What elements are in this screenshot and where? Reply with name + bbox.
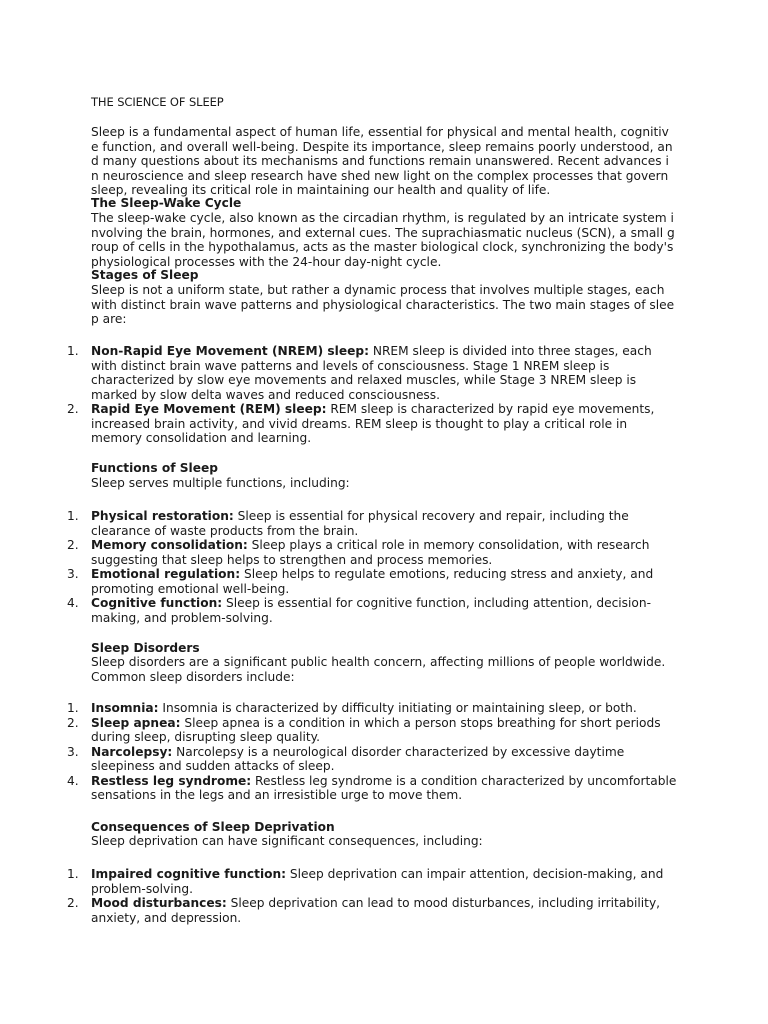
list-text: NREM sleep is divided into three stages, each with distinct brain wave patterns and levels of consciousness. Stage 1 NREM sleep is characterized by slow eye movements and relaxed muscles, while Stage 3 NREM sleep is marked by slow delta waves and reduced consciousness. — [91, 344, 652, 402]
list-text: Sleep is essential for cognitive function, including attention, decision-making, and problem-solving. — [91, 596, 651, 625]
list-item — [0, 596, 680, 625]
list-term: Physical restoration: — [91, 509, 234, 523]
list-text: REM sleep is characterized by rapid eye movements, increased brain activity, and vivid dreams. REM sleep is thought to play a critical role in memory consolidation and learning. — [91, 402, 655, 445]
list-term: Insomnia: — [91, 701, 159, 715]
list-text: Narcolepsy is a neurological disorder characterized by excessive daytime sleepiness and sudden attacks of sleep. — [91, 744, 625, 773]
list-term: Restless leg syndrome: — [91, 773, 252, 788]
list-text: Sleep plays a critical role in memory consolidation, with research suggesting that sleep helps to strengthen and process memories. — [91, 538, 650, 567]
list-term: Emotional regulation: — [91, 567, 241, 581]
stages-paragraph: Sleep is not a uniform state, but rather a dynamic process that involves multiple stages, each with distinct brain wave patterns and physiological characteristics. The two main stages of sleep are: — [91, 283, 675, 326]
list-text: Sleep apnea is a condition in which a person stops breathing for short periods during sleep, disrupting sleep quality. — [91, 715, 661, 744]
list-text: Sleep deprivation can impair attention, decision-making, and problem-solving. — [91, 867, 664, 896]
list-text: Sleep deprivation can lead to mood disturbances, including irritability, anxiety, and depression. — [91, 896, 661, 925]
list-number: 3. — [67, 567, 79, 581]
section-heading-deprivation: Consequences of Sleep Deprivation — [91, 820, 335, 834]
list-term: Cognitive function: — [91, 596, 223, 610]
list-term: Non-Rapid Eye Movement (NREM) sleep: — [91, 344, 369, 358]
list-number: 4. — [67, 773, 79, 788]
list-number: 2. — [67, 538, 79, 552]
list-text: Insomnia is characterized by difficulty initiating or maintaining sleep, or both. — [158, 701, 637, 715]
list-number: 1. — [67, 509, 79, 523]
list-item — [0, 867, 680, 896]
list-number: 1. — [67, 867, 79, 881]
deprivation-list — [0, 867, 680, 925]
list-term: Impaired cognitive function: — [91, 867, 287, 881]
list-number: 4. — [67, 596, 79, 610]
list-item — [0, 344, 680, 402]
stages-list — [0, 344, 680, 446]
list-number: 3. — [67, 744, 79, 759]
list-term: Memory consolidation: — [91, 538, 248, 552]
intro-paragraph: Sleep is a fundamental aspect of human life, essential for physical and mental health, cognitive function, and overall well-being. Despite its importance, sleep remains poorly understood, and many questions about its mechanisms and functions remain unanswered. Recent advances in neuroscience and sleep research have shed new light on the complex processes that govern sleep, revealing its critical role in maintaining our health and quality of life. — [91, 125, 673, 197]
list-text: Sleep helps to regulate emotions, reducing stress and anxiety, and promoting emotional well-being. — [91, 567, 654, 596]
list-item — [0, 538, 680, 567]
disorders-list — [0, 701, 680, 803]
sleep-wake-paragraph: The sleep-wake cycle, also known as the circadian rhythm, is regulated by an intricate system involving the brain, hormones, and external cues. The suprachiasmatic nucleus (SCN), a small group of cells in the hypothalamus, acts as the master biological clock, synchronizing the body's physiological processes with the 24-hour day-night cycle. — [91, 211, 675, 269]
list-number: 2. — [67, 715, 79, 730]
section-heading-functions: Functions of Sleep — [91, 461, 218, 475]
section-heading-disorders: Sleep Disorders — [91, 641, 200, 655]
list-term: Mood disturbances: — [91, 896, 227, 910]
list-item — [0, 567, 680, 596]
list-term: Sleep apnea: — [91, 715, 181, 730]
list-item — [0, 896, 680, 925]
list-item — [0, 716, 680, 745]
deprivation-paragraph: Sleep deprivation can have significant consequences, including: — [91, 834, 483, 848]
section-heading-stages: Stages of Sleep — [91, 268, 199, 282]
list-number: 1. — [67, 701, 79, 715]
list-item — [0, 402, 680, 446]
list-number: 1. — [67, 344, 79, 358]
list-item — [0, 509, 680, 538]
functions-list — [0, 509, 680, 625]
list-term: Rapid Eye Movement (REM) sleep: — [91, 402, 327, 416]
list-number: 2. — [67, 402, 79, 416]
list-item — [0, 701, 680, 716]
list-text: Restless leg syndrome is a condition characterized by uncomfortable sensations in the legs and an irresistible urge to move them. — [91, 773, 677, 802]
document-title: THE SCIENCE OF SLEEP — [91, 95, 224, 109]
list-item — [0, 745, 680, 774]
list-text: Sleep is essential for physical recovery and repair, including the clearance of waste products from the brain. — [91, 509, 629, 538]
list-number: 2. — [67, 896, 79, 910]
section-heading-sleep-wake-cycle: The Sleep-Wake Cycle — [91, 196, 242, 210]
list-term: Narcolepsy: — [91, 744, 173, 759]
list-item — [0, 774, 680, 803]
functions-paragraph: Sleep serves multiple functions, including: — [91, 476, 350, 490]
disorders-paragraph: Sleep disorders are a significant public health concern, affecting millions of people worldwide. Common sleep disorders include: — [91, 655, 666, 684]
